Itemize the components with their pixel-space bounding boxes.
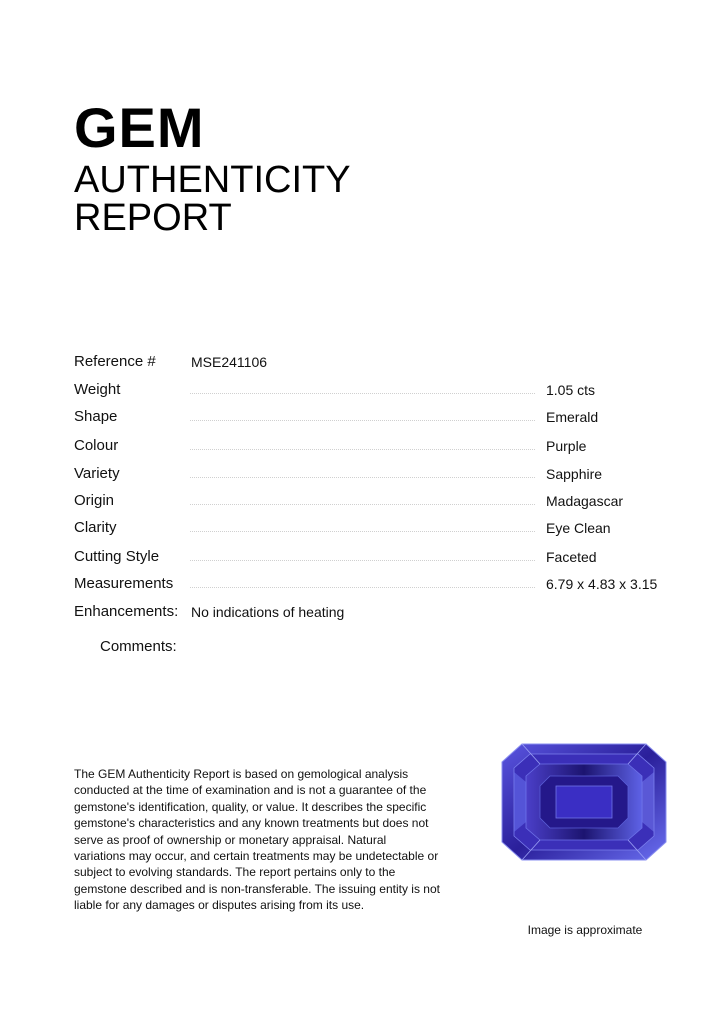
detail-row-origin [0, 489, 724, 513]
detail-value: Eye Clean [546, 520, 611, 536]
image-caption: Image is approximate [527, 923, 643, 937]
detail-value: Faceted [546, 549, 597, 565]
detail-label: Shape [74, 408, 118, 425]
enhancements-row [0, 600, 724, 624]
comments-label: Comments: [100, 638, 177, 655]
dotted-leader [190, 449, 535, 450]
detail-label: Weight [74, 381, 121, 398]
detail-label: Origin [74, 492, 115, 509]
reference-label: Reference # [74, 353, 156, 370]
detail-row-colour [0, 434, 724, 458]
enhancements-label: Enhancements: [74, 603, 179, 620]
dotted-leader [190, 477, 535, 478]
detail-label: Colour [74, 437, 119, 454]
subtitle-line-2: REPORT [74, 197, 232, 239]
detail-label: Clarity [74, 519, 117, 536]
detail-label: Measurements [74, 575, 174, 592]
dotted-leader [190, 504, 535, 505]
detail-row-weight [0, 378, 724, 402]
detail-value: Sapphire [546, 466, 603, 482]
reference-value: MSE241106 [191, 354, 268, 370]
detail-value: Purple [546, 438, 587, 454]
dotted-leader [190, 393, 535, 394]
detail-row-cutting-style [0, 545, 724, 569]
subtitle-line-1: AUTHENTICITY [74, 159, 351, 201]
detail-value: 6.79 x 4.83 x 3.15 [546, 576, 658, 592]
dotted-leader [190, 531, 535, 532]
detail-label: Cutting Style [74, 548, 160, 565]
emerald-cut-sapphire-image [500, 742, 668, 862]
report-subtitle [74, 161, 351, 237]
detail-row-variety [0, 462, 724, 486]
detail-value: Madagascar [546, 493, 624, 509]
reference-row [0, 350, 724, 374]
dotted-leader [190, 560, 535, 561]
detail-row-clarity [0, 516, 724, 540]
report-brand-title: GEM [74, 96, 205, 159]
detail-row-shape [0, 405, 724, 429]
disclaimer-text: The GEM Authenticity Report is based on gemological analysis conducted at the time of examination and is not a guarantee of the gemstone's identification, quality, or value. It describes the specific gemstone's characteristics and any known treatments but does not serve as proof of ownership or monetary appraisal. Natural variations may occur, and certain treatments may be undetectable or subject to evolving standards. The report pertains only to the gemstone described and is non-transferable. The issuing entity is not liable for any damages or disputes arising from its use. [74, 767, 440, 913]
detail-value: 1.05 cts [546, 382, 596, 398]
dotted-leader [190, 420, 535, 421]
enhancements-value: No indications of heating [191, 604, 345, 620]
detail-row-measurements [0, 572, 724, 596]
detail-value: Emerald [546, 409, 599, 425]
dotted-leader [190, 587, 535, 588]
detail-label: Variety [74, 465, 120, 482]
